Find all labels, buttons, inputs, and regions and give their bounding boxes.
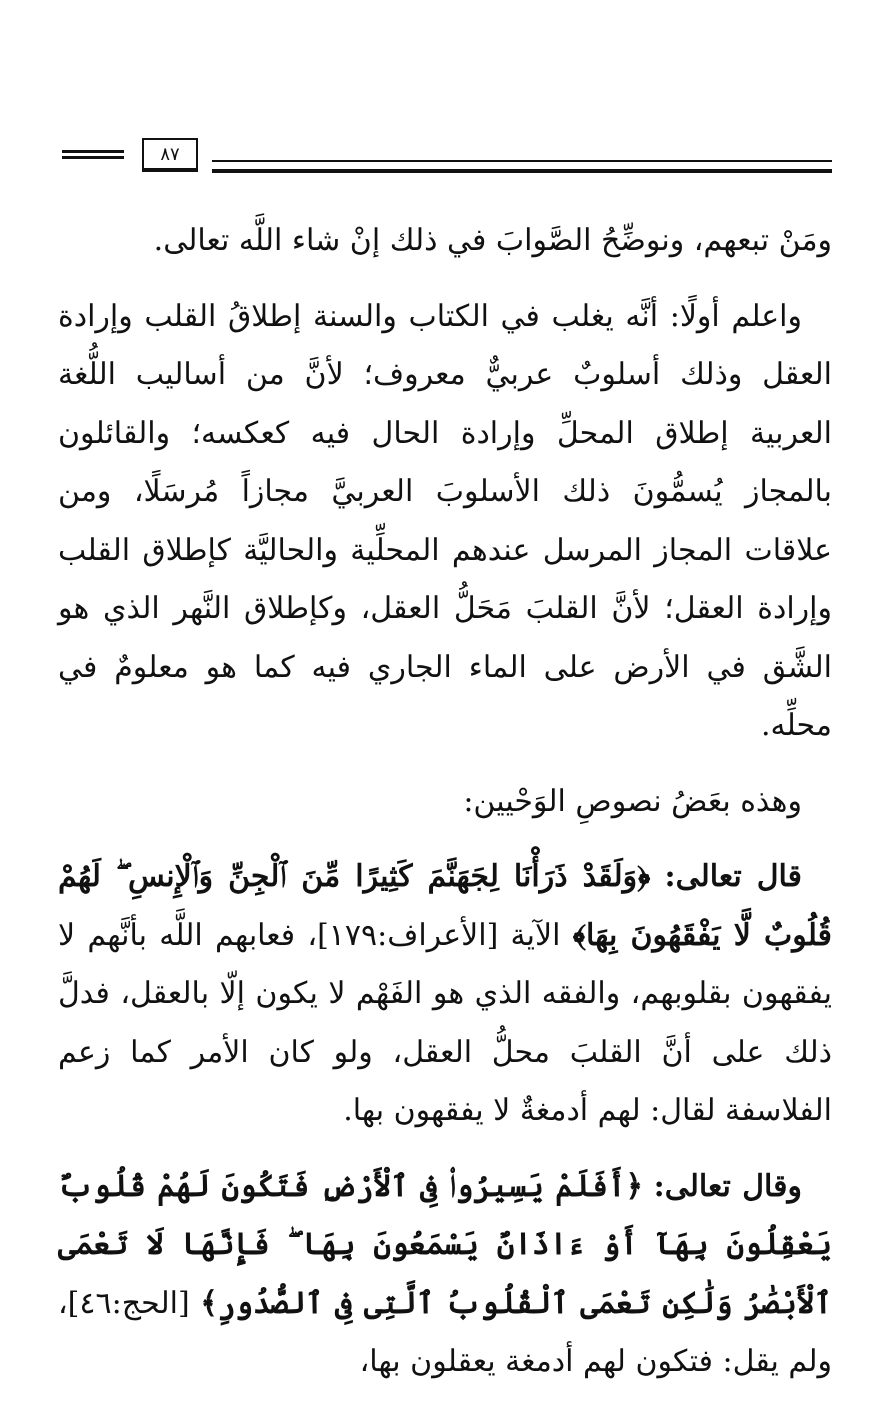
paragraph-2: واعلم أولًا: أنَّه يغلب في الكتاب والسنة إطلاقُ القلب وإرادة العقل وذلك أسلوبٌ عربيٌّ معروف؛ لأنَّ من أساليب اللُّغة العربية إطلاق المحلِّ وإرادة الحال فيه كعكسه؛ والقائلون بالمجاز يُسمُّونَ ذلك الأسلوبَ العربيَّ مجازاً مُرسَلًا، ومن علاقات المجاز المرسل عندهم المحلِّية والحاليَّة كإطلاق القلب وإرادة العقل؛ لأنَّ القلبَ مَحَلُّ العقل، وكإطلاق النَّهر الذي هو الشَّق في الأرض على الماء الجاري فيه كما هو معلومٌ في محلِّه. (58, 298, 832, 743)
quran-verse: ﴿أَفَلَمْ يَسِيرُوا۟ فِى ٱلْأَرْضِ فَتَكُونَ لَهُمْ قُلُوبٌ يَعْقِلُونَ بِهَآ أَوْ ءَاذَانٌ يَسْمَعُونَ بِهَا ۖ فَإِنَّهَا لَا تَعْمَى ٱلْأَبْصَٰرُ وَلَٰكِن تَعْمَى ٱلْقُلُوبُ ٱلَّتِى فِى ٱلصُّدُورِ﴾ (58, 1168, 832, 1321)
header-rule-right (212, 160, 832, 173)
paragraph-4 (58, 848, 832, 1141)
page-header (62, 138, 832, 178)
paragraph-3: وهذه بعَضُ نصوصِ الوَحْيين: (463, 783, 802, 819)
quran-verse: ﴿وَلَقَدْ ذَرَأْنَا لِجَهَنَّمَ كَثِيرًا مِّنَ ٱلْجِنِّ وَٱلْإِنسِ ۖ لَهُمْ قُلُوبٌ لَّا يَفْقَهُونَ بِهَا﴾ (58, 859, 832, 953)
header-rule-left (62, 150, 124, 159)
page-body (58, 212, 832, 1409)
paragraph-5 (58, 1158, 832, 1392)
paragraph-1: ومَنْ تبعهم، ونوضِّحُ الصَّوابَ في ذلك إنْ شاء اللَّه تعالى. (153, 223, 832, 258)
quote-label: قال تعالى: (664, 859, 802, 894)
quote-label: وقال تعالى: (653, 1168, 802, 1204)
paragraph-text: الآية [الأعراف:١٧٩]، فعابهم اللَّه بأنَّهم لا يفقهون بقلوبهم، والفقه الذي هو الفَهْم لا يكون إلّا بالعقل، فدلَّ ذلك على أنَّ القلبَ محلُّ العقل، ولو كان الأمر كما زعم الفلاسفة لقال: لهم أدمغةٌ لا يفقهون بها. (58, 917, 832, 1128)
page-number: ٨٧ (142, 138, 198, 172)
paragraph-text: [الحج:٤٦]، ولم يقل: فتكون لهم أدمغة يعقلون بها، (58, 1285, 832, 1379)
